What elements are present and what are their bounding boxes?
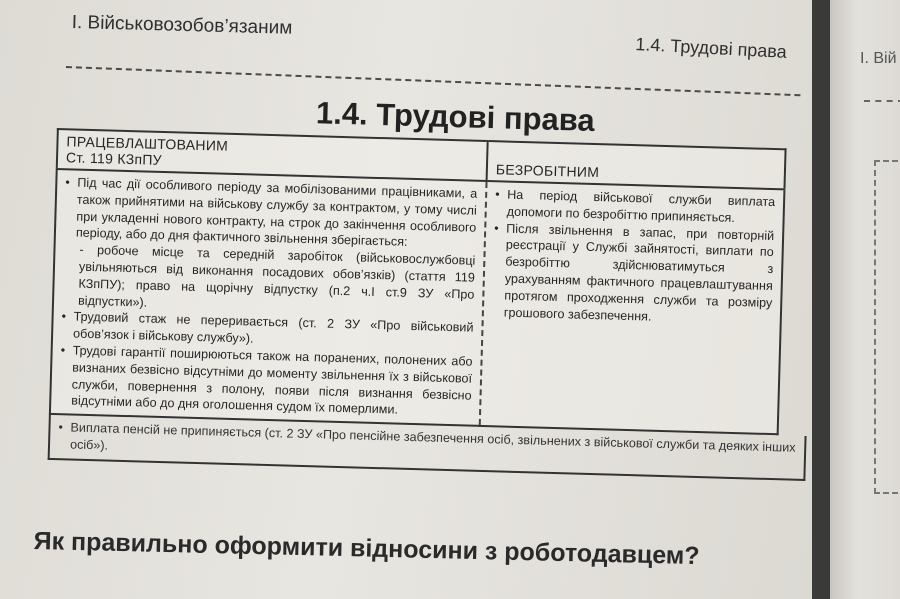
list-item: • Після звільнення в запас, при повторній реєстрації у Службі зайнятості, виплати по безробіттю здійснюватимуться з урахуванням фактичного працевлаштування протягом проходження служби та розміру грошового забезпечення. [492,220,775,329]
running-header-right: 1.4. Трудові права [634,34,788,62]
header-unemployed: БЕЗРОБІТНИМ [487,141,786,189]
question-heading: Як правильно оформити відносини з роботодавцем? [33,527,700,571]
employed-cell [50,169,487,426]
list-item [62,174,478,320]
section-title: 1.4. Трудові права [315,95,596,138]
section-content [48,88,812,481]
header-employed-label: ПРАЦЕВЛАШТОВАНИМ [66,133,229,154]
header-employed-article: Ст. 119 КЗпПУ [65,149,163,168]
running-header-left: I. Військовозобов’язаним [71,12,293,39]
list-item: • На період військової служби виплата допомоги по безробіттю припиняється. [494,186,775,227]
next-page-edge [830,0,900,599]
list-item: • Трудові гарантії поширюються також на поранених, полонених або визнаних безвісно відсутніми до моменту звільнення їх з військової служби, повернення з полону, появи після визнання безвісно відсутніми або до дня оголошення судом їх померлими. [59,342,473,421]
item-text: Під час дії особливого періоду за мобілізованими працівниками, а також прийнятими на військову службу за контрактом, у тому числі при укладенні нового контракту, на строк до закінчення особливого періоду, або до дня фактичного звільнення зберігається: [75,175,478,250]
list-item: • Трудовий стаж не переривається (ст. 2 ЗУ «Про військовий обов’язок і військову службу»). [61,309,474,354]
unemployed-cell [480,181,785,434]
rights-table [49,128,787,435]
next-page-running-header: I. Вій [860,50,897,67]
item-subtext: - робоче місце та середній заробіток (військовослужбовці увільняються від виконання посадових обов’язків) (стаття 119 КЗпПУ); право на щорічну відпустку (п.2 ч.І ст.9 ЗУ «Про відпустки»). [77,242,476,310]
next-page-dashed-box [874,160,900,494]
next-page-dashed-divider [864,100,900,102]
pension-note: • Виплата пенсій не припиняється (ст. 2 ЗУ «Про пенсійне забезпечення осіб, звільнених з військової служби та деяких інших осіб»). [48,415,807,481]
